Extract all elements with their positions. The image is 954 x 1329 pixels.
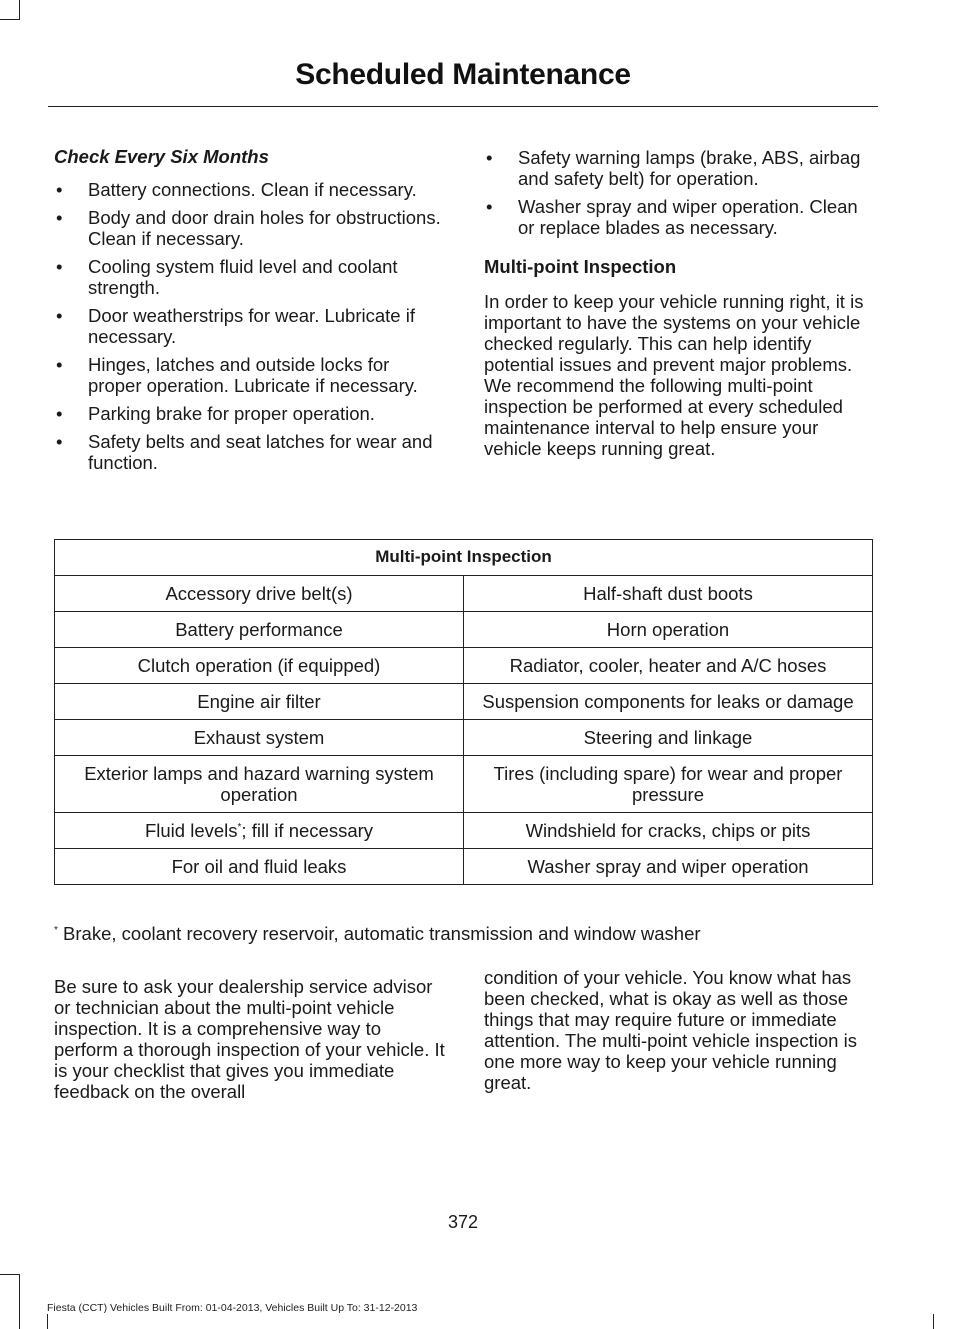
table-row	[55, 849, 873, 885]
list-item-text: Door weatherstrips for wear. Lubricate if necessary.	[88, 305, 415, 347]
table-cell: Washer spray and wiper operation	[464, 849, 873, 885]
multi-point-heading: Multi-point Inspection	[484, 256, 677, 277]
footer-vehicle-info: Fiesta (CCT) Vehicles Built From: 01-04-2013, Vehicles Built Up To: 31-12-2013	[47, 1302, 418, 1314]
list-item	[54, 354, 446, 396]
page-title: Scheduled Maintenance	[295, 58, 631, 91]
crop-mark-bottom-left-v	[19, 1274, 20, 1329]
table-row	[55, 813, 873, 849]
six-month-checklist	[54, 179, 446, 473]
list-item-text: Body and door drain holes for obstructions. Clean if necessary.	[88, 207, 441, 249]
table-row	[55, 756, 873, 813]
list-item	[54, 207, 446, 249]
page-number: 372	[447, 1212, 479, 1232]
list-item-text: Parking brake for proper operation.	[88, 403, 375, 424]
inspection-table	[54, 539, 873, 885]
table-row	[55, 684, 873, 720]
title-divider	[48, 106, 878, 107]
crop-mark-top-left-v	[19, 0, 20, 20]
bullet-icon: •	[56, 256, 63, 277]
table-cell-fluid-levels	[55, 813, 464, 849]
right-column	[484, 147, 876, 459]
fluid-levels-text: Fluid levels	[144, 820, 238, 841]
crop-mark-bottom-left-h	[0, 1274, 20, 1275]
list-item-text: Hinges, latches and outside locks for proper operation. Lubricate if necessary.	[88, 354, 418, 396]
list-item	[484, 147, 876, 189]
list-item-text: Cooling system fluid level and coolant strength.	[88, 256, 398, 298]
crop-mark-bottom-right-tick	[933, 1314, 934, 1329]
table-cell: Accessory drive belt(s)	[55, 576, 464, 612]
bullet-icon: •	[56, 305, 63, 326]
table-cell: Clutch operation (if equipped)	[55, 648, 464, 684]
list-item-text: Safety warning lamps (brake, ABS, airbag and safety belt) for operation.	[518, 147, 861, 189]
list-item	[54, 179, 446, 200]
list-item-text: Washer spray and wiper operation. Clean or replace blades as necessary.	[518, 196, 858, 238]
list-item	[54, 403, 446, 424]
left-column	[54, 146, 446, 480]
list-item	[54, 305, 446, 347]
footnote-marker: *	[237, 821, 242, 833]
table-cell: Tires (including spare) for wear and proper pressure	[464, 756, 873, 813]
crop-mark-top-left-h	[0, 19, 20, 20]
table-row	[55, 612, 873, 648]
table-header-row	[55, 540, 873, 576]
table-row	[55, 576, 873, 612]
table-footnote	[54, 923, 884, 944]
bullet-icon: •	[56, 179, 63, 200]
list-item	[54, 431, 446, 473]
list-item	[54, 256, 446, 298]
closing-paragraph-left: Be sure to ask your dealership service advisor or technician about the multi-point vehicle inspection. It is a comprehensive way to perform a thorough inspection of your vehicle. It is your checklist that gives you immediate feedback on the overall	[54, 976, 445, 1102]
fluid-levels-suffix: ; fill if necessary	[241, 820, 374, 841]
bullet-icon: •	[56, 403, 63, 424]
multi-point-paragraph: In order to keep your vehicle running right, it is important to have the systems on your vehicle checked regularly. This can help identify potential issues and prevent major problems. We recommend the following multi-point inspection be performed at every scheduled maintenance interval to help ensure your vehicle keeps running great.	[484, 291, 864, 459]
bullet-icon: •	[56, 207, 63, 228]
table-cell: Windshield for cracks, chips or pits	[464, 813, 873, 849]
table-cell: Steering and linkage	[464, 720, 873, 756]
list-item-text: Battery connections. Clean if necessary.	[88, 179, 417, 200]
bullet-icon: •	[56, 431, 63, 452]
list-item-text: Safety belts and seat latches for wear and function.	[88, 431, 433, 473]
six-month-checklist-continued	[484, 147, 876, 238]
footnote-text: Brake, coolant recovery reservoir, automatic transmission and window washer	[57, 923, 701, 944]
table-cell: Engine air filter	[55, 684, 464, 720]
table-cell: Horn operation	[464, 612, 873, 648]
footnote-marker: *	[54, 924, 58, 936]
table-header: Multi-point Inspection	[55, 540, 873, 576]
table-cell: Radiator, cooler, heater and A/C hoses	[464, 648, 873, 684]
table-row	[55, 720, 873, 756]
crop-mark-bottom-left-tick	[47, 1314, 48, 1329]
six-month-heading: Check Every Six Months	[54, 146, 269, 167]
table-cell: Battery performance	[55, 612, 464, 648]
bullet-icon: •	[486, 196, 493, 217]
table-cell: Half-shaft dust boots	[464, 576, 873, 612]
table-cell: For oil and fluid leaks	[55, 849, 464, 885]
closing-paragraph-right: condition of your vehicle. You know what has been checked, what is okay as well as those things that may require future or immediate attention. The multi-point vehicle inspection is one more way to keep your vehicle running great.	[484, 967, 857, 1093]
bullet-icon: •	[486, 147, 493, 168]
bullet-icon: •	[56, 354, 63, 375]
table-cell: Exterior lamps and hazard warning system operation	[55, 756, 464, 813]
table-cell: Suspension components for leaks or damage	[464, 684, 873, 720]
table-cell: Exhaust system	[55, 720, 464, 756]
list-item	[484, 196, 876, 238]
table-row	[55, 648, 873, 684]
